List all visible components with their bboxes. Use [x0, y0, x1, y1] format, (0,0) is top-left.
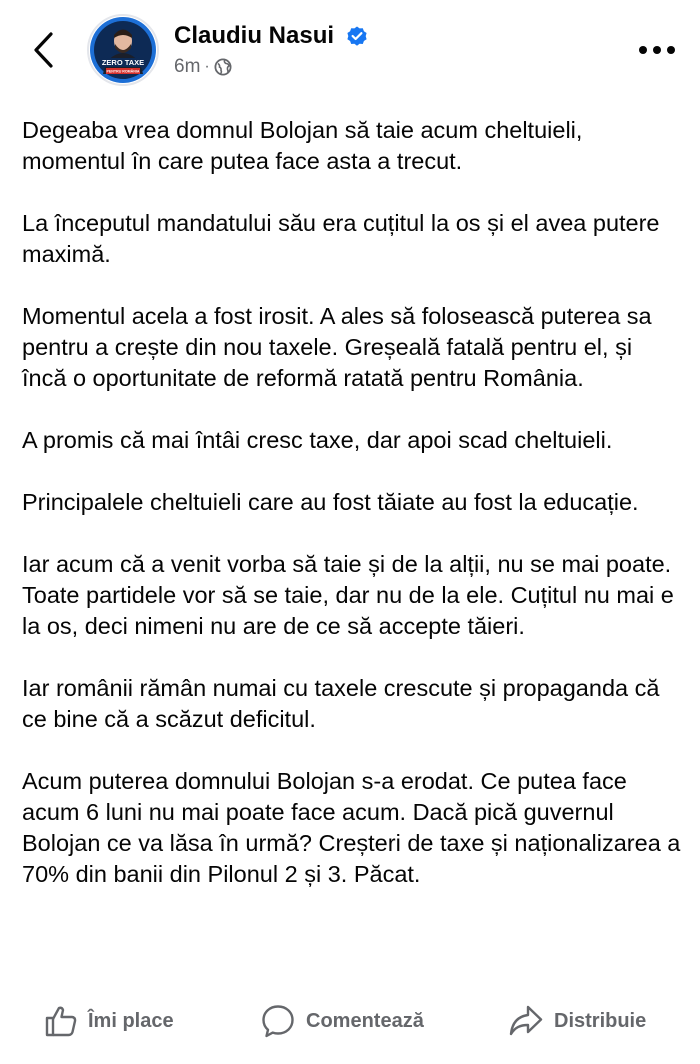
- ellipsis-icon: [638, 45, 676, 55]
- post-paragraph: A promis că mai întâi cresc taxe, dar apoi scad cheltuieli.: [22, 427, 613, 453]
- post-meta: [174, 56, 232, 78]
- share-label: Distribuie: [554, 1009, 647, 1032]
- share-arrow-icon: [508, 1004, 544, 1038]
- post-header: [0, 0, 700, 100]
- post-paragraph: Principalele cheltuieli care au fost tăiate au fost la educație.: [22, 489, 639, 515]
- separator-dot: ·: [204, 58, 210, 75]
- post-text: [22, 115, 682, 890]
- thumbs-up-icon: [44, 1004, 78, 1038]
- avatar-text-line1: ZERO TAXE: [101, 58, 145, 67]
- post-actions-bar: [0, 996, 700, 1046]
- share-button[interactable]: [508, 996, 646, 1046]
- post-paragraph: La începutul mandatului său era cuțitul la os și el avea putere maximă.: [22, 210, 660, 267]
- author-name[interactable]: Claudiu Nasui: [174, 22, 335, 49]
- comment-label: Comentează: [306, 1009, 424, 1032]
- avatar-text-line2: PENTRU ROMÂNIA: [106, 69, 140, 74]
- back-button[interactable]: [26, 30, 60, 70]
- comment-bubble-icon: [260, 1003, 296, 1039]
- post-paragraph: Momentul acela a fost irosit. A ales să folosească puterea sa pentru a crește din nou taxele. Greșeală fatală pentru el, și încă o oportunitate de reformă ratată pentru România.: [22, 303, 652, 391]
- post-time[interactable]: 6m: [174, 56, 201, 77]
- comment-button[interactable]: [260, 996, 424, 1046]
- more-options-button[interactable]: [636, 36, 678, 64]
- avatar[interactable]: [87, 14, 159, 86]
- avatar-image: [89, 16, 157, 84]
- post-paragraph: Degeaba vrea domnul Bolojan să taie acum cheltuieli, momentul în care putea face asta a trecut.: [22, 117, 583, 174]
- globe-icon: [214, 58, 232, 76]
- like-label: Îmi place: [88, 1009, 174, 1032]
- post-paragraph: Acum puterea domnului Bolojan s-a erodat. Ce putea face acum 6 luni nu mai poate face acum. Dacă pică guvernul Bolojan ce va lăsa în urmă? Creșteri de taxe și naționalizarea a 70% din banii din Pilonul 2 și 3. Păcat.: [22, 768, 681, 887]
- like-button[interactable]: [44, 996, 174, 1046]
- verified-badge-icon: [345, 24, 369, 48]
- chevron-left-icon: [32, 31, 54, 69]
- post-paragraph: Iar românii rămân numai cu taxele crescute și propaganda că ce bine că a scăzut deficitul.: [22, 675, 660, 732]
- post-paragraph: Iar acum că a venit vorba să taie și de la alții, nu se mai poate. Toate partidele vor să se taie, dar nu de la ele. Cuțitul nu mai e la os, deci nimeni nu are de ce să accepte tăieri.: [22, 551, 674, 639]
